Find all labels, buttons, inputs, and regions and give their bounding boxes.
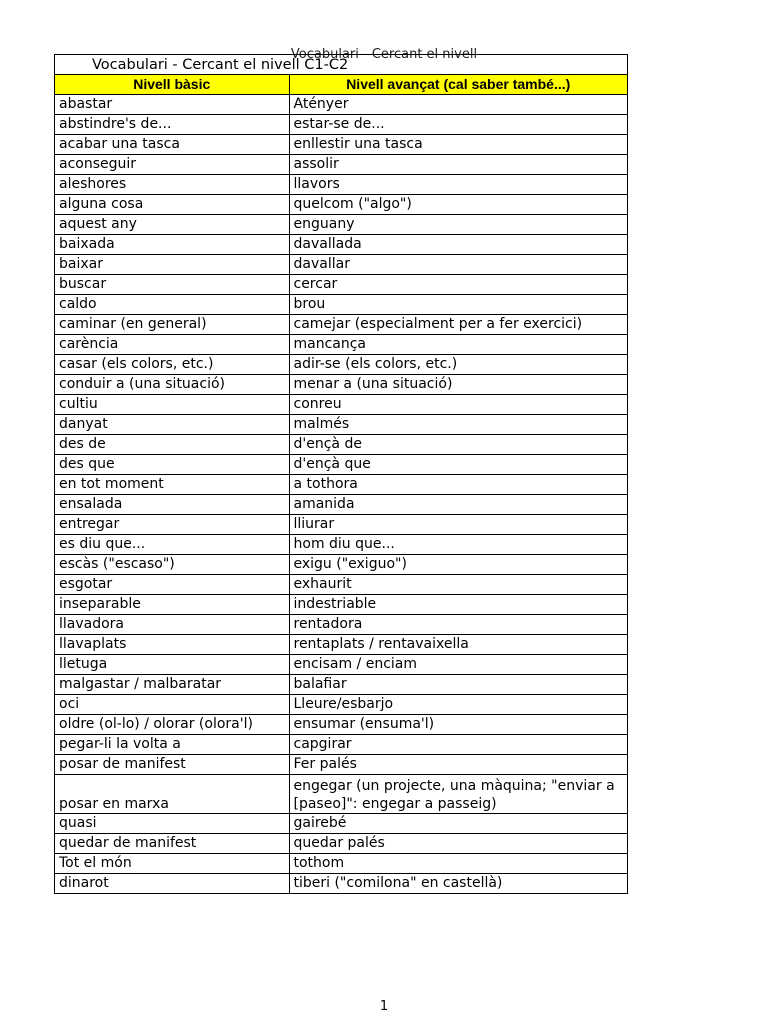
table-row: [55, 695, 627, 715]
advanced-term-cell: exigu ("exiguo"): [289, 555, 627, 575]
basic-term-cell: posar en marxa: [55, 775, 289, 814]
advanced-term-cell: tiberi ("comilona" en castellà): [289, 874, 627, 894]
basic-term-cell: des de: [55, 435, 289, 455]
basic-term-cell: cultiu: [55, 395, 289, 415]
column-header-basic: Nivell bàsic: [55, 75, 289, 95]
basic-term-cell: lletuga: [55, 655, 289, 675]
table-row: [55, 375, 627, 395]
basic-term-cell: dinarot: [55, 874, 289, 894]
table-row: [55, 715, 627, 735]
basic-term-cell: acabar una tasca: [55, 135, 289, 155]
basic-term-cell: escàs ("escaso"): [55, 555, 289, 575]
advanced-term-cell: Lleure/esbarjo: [289, 695, 627, 715]
table-row: [55, 275, 627, 295]
table-row: [55, 615, 627, 635]
basic-term-cell: baixada: [55, 235, 289, 255]
advanced-term-cell: d'ençà de: [289, 435, 627, 455]
basic-term-cell: malgastar / malbaratar: [55, 675, 289, 695]
advanced-term-cell: davallar: [289, 255, 627, 275]
basic-term-cell: esgotar: [55, 575, 289, 595]
basic-term-cell: Tot el món: [55, 854, 289, 874]
table-row: [55, 355, 627, 375]
table-row: [55, 595, 627, 615]
basic-term-cell: des que: [55, 455, 289, 475]
table-row: [55, 555, 627, 575]
table-row: [55, 655, 627, 675]
basic-term-cell: es diu que...: [55, 535, 289, 555]
advanced-term-cell: balafiar: [289, 675, 627, 695]
advanced-term-cell: Fer palés: [289, 755, 627, 775]
basic-term-cell: pegar-li la volta a: [55, 735, 289, 755]
table-row: [55, 874, 627, 894]
advanced-term-cell: gairebé: [289, 814, 627, 834]
table-row: [55, 475, 627, 495]
table-row: [55, 435, 627, 455]
table-row: [55, 515, 627, 535]
table-row: [55, 235, 627, 255]
basic-term-cell: oldre (ol-lo) / olorar (olora'l): [55, 715, 289, 735]
advanced-term-cell: Atényer: [289, 95, 627, 115]
basic-term-cell: aleshores: [55, 175, 289, 195]
table-row: [55, 535, 627, 555]
advanced-term-cell: capgirar: [289, 735, 627, 755]
column-header-advanced: Nivell avançat (cal saber també...): [289, 75, 627, 95]
advanced-term-cell: lliurar: [289, 515, 627, 535]
basic-term-cell: buscar: [55, 275, 289, 295]
vocabulary-table: [55, 75, 627, 893]
basic-term-cell: posar de manifest: [55, 755, 289, 775]
basic-term-cell: ensalada: [55, 495, 289, 515]
basic-term-cell: llavaplats: [55, 635, 289, 655]
table-row: [55, 335, 627, 355]
advanced-term-cell: d'ençà que: [289, 455, 627, 475]
basic-term-cell: aconseguir: [55, 155, 289, 175]
advanced-term-cell: quedar palés: [289, 834, 627, 854]
advanced-term-cell: enllestir una tasca: [289, 135, 627, 155]
basic-term-cell: quasi: [55, 814, 289, 834]
table-row: [55, 395, 627, 415]
running-header-title: Vocabulari - Cercant el nivell: [290, 47, 478, 62]
table-row: [55, 755, 627, 775]
basic-term-cell: entregar: [55, 515, 289, 535]
basic-term-cell: quedar de manifest: [55, 834, 289, 854]
table-row: [55, 155, 627, 175]
basic-term-cell: casar (els colors, etc.): [55, 355, 289, 375]
advanced-term-cell: malmés: [289, 415, 627, 435]
basic-term-cell: danyat: [55, 415, 289, 435]
table-row: [55, 255, 627, 275]
table-row: [55, 495, 627, 515]
basic-term-cell: aquest any: [55, 215, 289, 235]
advanced-term-cell: rentadora: [289, 615, 627, 635]
table-row: [55, 295, 627, 315]
advanced-term-cell: tothom: [289, 854, 627, 874]
basic-term-cell: llavadora: [55, 615, 289, 635]
basic-term-cell: alguna cosa: [55, 195, 289, 215]
table-row: [55, 735, 627, 755]
advanced-term-cell: ensumar (ensuma'l): [289, 715, 627, 735]
table-row: [55, 635, 627, 655]
basic-term-cell: inseparable: [55, 595, 289, 615]
table-row: [55, 814, 627, 834]
advanced-term-cell: mancança: [289, 335, 627, 355]
advanced-term-cell: davallada: [289, 235, 627, 255]
advanced-term-cell: llavors: [289, 175, 627, 195]
table-row: [55, 415, 627, 435]
table-row: [55, 215, 627, 235]
advanced-term-cell: assolir: [289, 155, 627, 175]
basic-term-cell: carència: [55, 335, 289, 355]
table-row: [55, 675, 627, 695]
advanced-term-cell: adir-se (els colors, etc.): [289, 355, 627, 375]
table-row: [55, 455, 627, 475]
basic-term-cell: en tot moment: [55, 475, 289, 495]
advanced-term-cell: cercar: [289, 275, 627, 295]
advanced-term-cell: indestriable: [289, 595, 627, 615]
sheet-title: Vocabulari - Cercant el nivell C1-C2: [55, 55, 627, 75]
basic-term-cell: abstindre's de...: [55, 115, 289, 135]
vocabulary-sheet: [54, 54, 628, 894]
advanced-term-cell: rentaplats / rentavaixella: [289, 635, 627, 655]
advanced-term-cell: enguany: [289, 215, 627, 235]
advanced-term-cell: hom diu que...: [289, 535, 627, 555]
table-row: [55, 135, 627, 155]
basic-term-cell: oci: [55, 695, 289, 715]
table-row: [55, 854, 627, 874]
advanced-term-cell: estar-se de...: [289, 115, 627, 135]
advanced-term-cell: a tothora: [289, 475, 627, 495]
basic-term-cell: caminar (en general): [55, 315, 289, 335]
basic-term-cell: baixar: [55, 255, 289, 275]
advanced-term-cell: exhaurit: [289, 575, 627, 595]
table-row: [55, 834, 627, 854]
basic-term-cell: abastar: [55, 95, 289, 115]
advanced-term-cell: brou: [289, 295, 627, 315]
basic-term-cell: caldo: [55, 295, 289, 315]
advanced-term-cell: amanida: [289, 495, 627, 515]
advanced-term-cell: engegar (un projecte, una màquina; "enviar a [paseo]": engegar a passeig): [289, 775, 627, 814]
page-number: 1: [379, 999, 389, 1014]
table-row: [55, 315, 627, 335]
table-row: [55, 575, 627, 595]
basic-term-cell: conduir a (una situació): [55, 375, 289, 395]
advanced-term-cell: menar a (una situació): [289, 375, 627, 395]
advanced-term-cell: camejar (especialment per a fer exercici): [289, 315, 627, 335]
table-row: [55, 175, 627, 195]
advanced-term-cell: encisam / enciam: [289, 655, 627, 675]
table-row: [55, 195, 627, 215]
advanced-term-cell: conreu: [289, 395, 627, 415]
table-row: [55, 775, 627, 814]
table-row: [55, 115, 627, 135]
table-row: [55, 95, 627, 115]
column-header-row: [55, 75, 627, 95]
advanced-term-cell: quelcom ("algo"): [289, 195, 627, 215]
